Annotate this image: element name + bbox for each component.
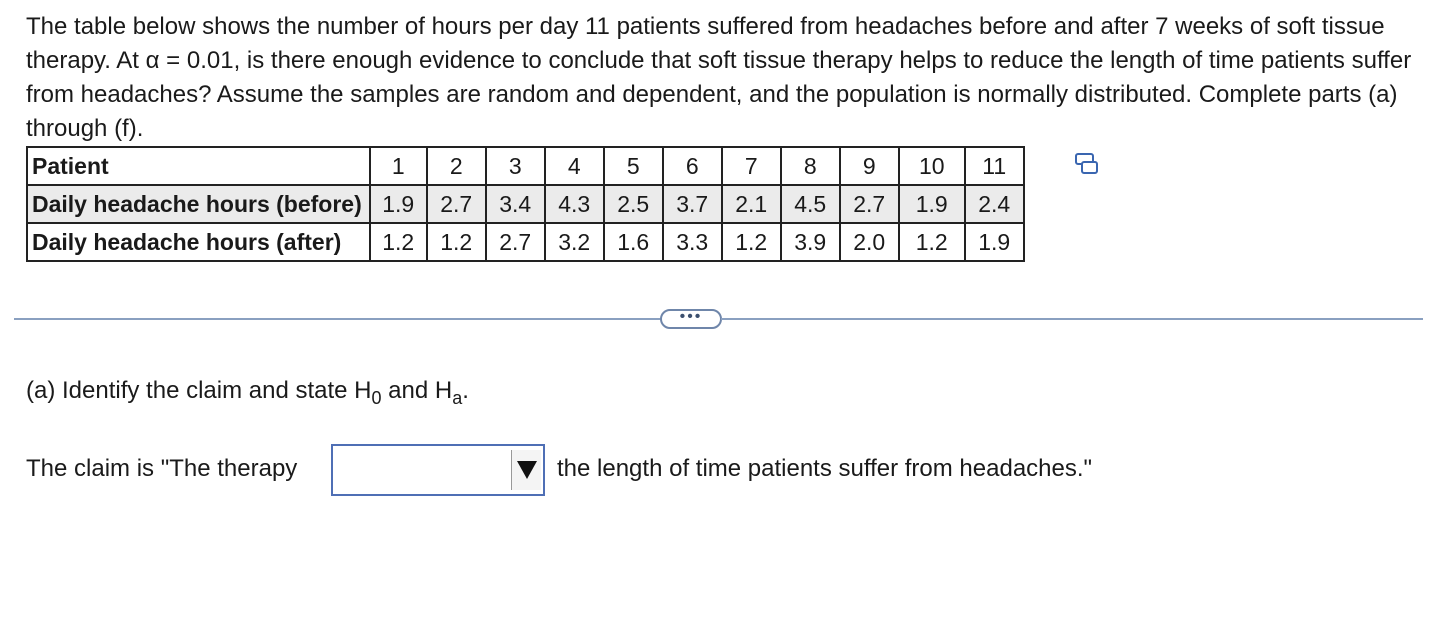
before-value: 2.5 <box>604 185 663 223</box>
before-value: 4.3 <box>545 185 604 223</box>
table-row-patient <box>27 147 1024 185</box>
before-value: 2.7 <box>840 185 899 223</box>
before-value: 1.9 <box>370 185 427 223</box>
before-value: 2.1 <box>722 185 781 223</box>
triangle-down-icon <box>517 461 537 479</box>
before-value: 3.4 <box>486 185 545 223</box>
patient-number: 3 <box>486 147 545 185</box>
before-value: 3.7 <box>663 185 722 223</box>
data-table <box>26 146 1025 262</box>
patient-number: 8 <box>781 147 840 185</box>
patient-number: 10 <box>899 147 965 185</box>
after-value: 3.2 <box>545 223 604 261</box>
patient-number: 6 <box>663 147 722 185</box>
row-label-patient: Patient <box>27 147 370 185</box>
table-row-before <box>27 185 1024 223</box>
after-value: 1.2 <box>722 223 781 261</box>
after-value: 2.0 <box>840 223 899 261</box>
before-value: 4.5 <box>781 185 840 223</box>
copy-table-icon[interactable] <box>1074 152 1100 176</box>
row-label-after: Daily headache hours (after) <box>27 223 370 261</box>
expand-button[interactable]: ••• <box>660 309 722 329</box>
section-divider <box>14 318 661 320</box>
patient-number: 5 <box>604 147 663 185</box>
patient-number: 1 <box>370 147 427 185</box>
claim-suffix: the length of time patients suffer from headaches." <box>557 455 1093 482</box>
after-value: 1.6 <box>604 223 663 261</box>
dropdown-button[interactable] <box>511 450 541 490</box>
patient-number: 7 <box>722 147 781 185</box>
before-value: 1.9 <box>899 185 965 223</box>
after-value: 1.2 <box>899 223 965 261</box>
after-value: 1.9 <box>965 223 1024 261</box>
before-value: 2.7 <box>427 185 486 223</box>
patient-number: 2 <box>427 147 486 185</box>
after-value: 2.7 <box>486 223 545 261</box>
row-label-before: Daily headache hours (before) <box>27 185 370 223</box>
problem-text: The table below shows the number of hours per day 11 patients suffered from headaches before and after 7 weeks of soft tissue therapy. At α = 0.01, is there enough evidence to conclude that soft tissue therapy helps to reduce the length of time patients suffer from headaches? Assume the samples are random and dependent, and the population is normally distributed. Complete parts (a) through (f). <box>26 13 1412 142</box>
after-value: 1.2 <box>370 223 427 261</box>
patient-number: 11 <box>965 147 1024 185</box>
ha-subscript: a <box>452 388 463 408</box>
after-value: 3.3 <box>663 223 722 261</box>
part-a-suffix: . <box>462 377 469 404</box>
part-a-heading <box>26 374 469 415</box>
claim-dropdown[interactable] <box>331 444 545 496</box>
section-divider <box>721 318 1423 320</box>
h0-subscript: 0 <box>371 388 382 408</box>
problem-statement <box>26 10 1421 146</box>
before-value: 2.4 <box>965 185 1024 223</box>
part-a-prefix: (a) Identify the claim and state H <box>26 377 372 404</box>
table-row-after <box>27 223 1024 261</box>
patient-number: 9 <box>840 147 899 185</box>
claim-prefix: The claim is "The therapy <box>26 455 298 482</box>
part-a-middle: and H <box>381 377 453 404</box>
patient-number: 4 <box>545 147 604 185</box>
after-value: 3.9 <box>781 223 840 261</box>
after-value: 1.2 <box>427 223 486 261</box>
